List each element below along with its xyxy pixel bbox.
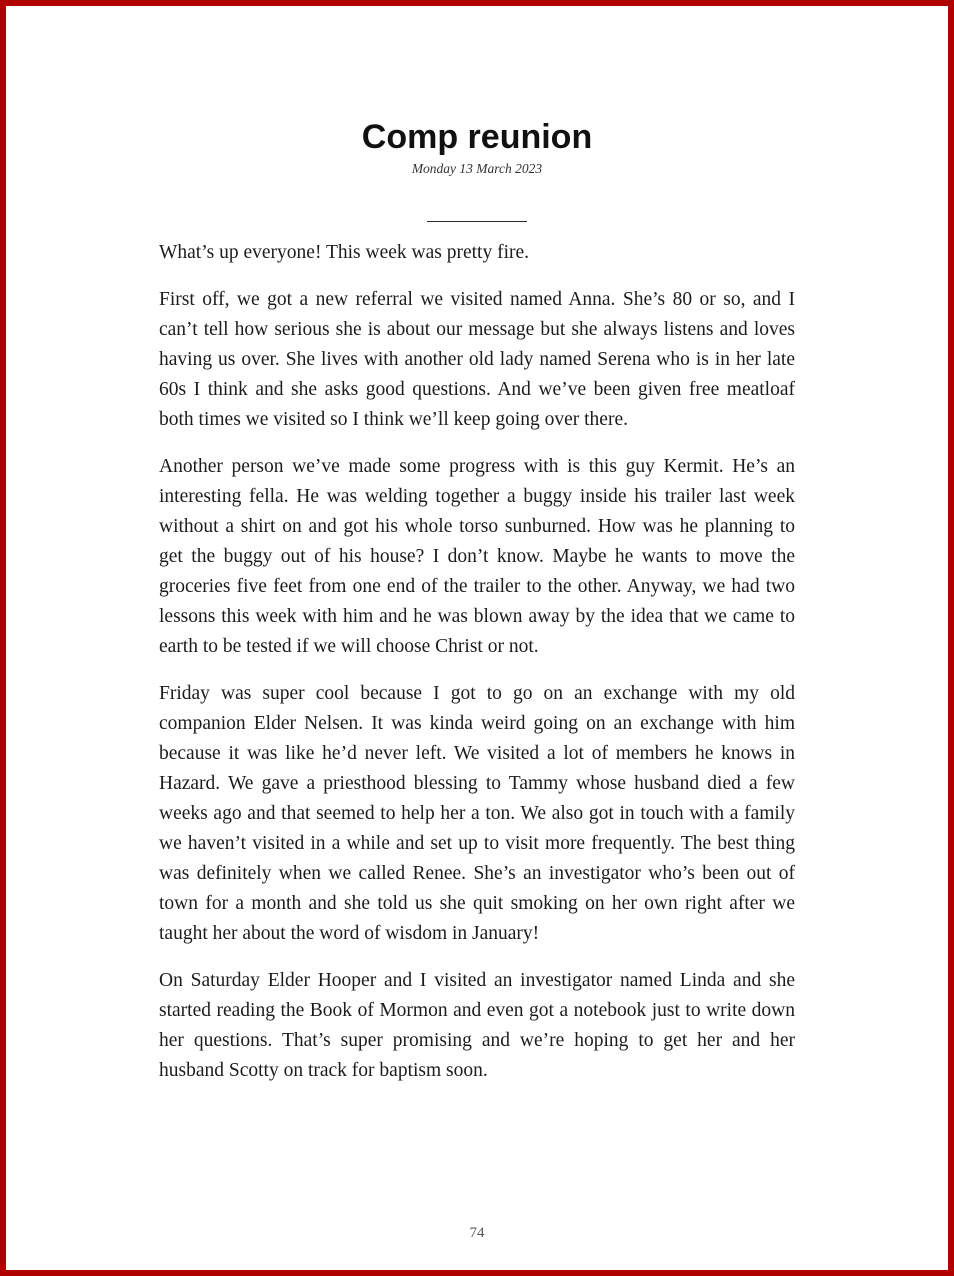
paragraph-exchange: Friday was super cool because I got to go on an exchange with my old companion Elder Nelsen. It was kinda weird going on an exchange with him because it was like he’d never left. We visited a lot of members he knows in Hazard. We gave a priesthood blessing to Tammy whose husband died a few weeks ago and that seemed to help her a ton. We also got in touch with a family we haven’t visited in a while and set up to visit more frequently. The best thing was definitely when we called Renee. She’s an investigator who’s been out of town for a month and she told us she quit smoking on her own right after we taught her about the word of wisdom in January! — [159, 683, 795, 944]
paragraph-kermit: Another person we’ve made some progress with is this guy Kermit. He’s an interesting fella. He was welding together a buggy inside his trailer last week without a shirt on and got his whole torso sunburned. How was he planning to get the buggy out of his house? I don’t know. Maybe he wants to move the groceries five feet from one end of the trailer to the other. Anyway, we had two lessons this week with him and he was blown away by the idea that we came to earth to be tested if we will choose Christ or not. — [159, 456, 795, 657]
post-date: Monday 13 March 2023 — [411, 161, 543, 176]
document-footer — [6, 1225, 948, 1242]
page-number: 74 — [469, 1225, 485, 1241]
document-header — [159, 6, 795, 177]
post-body — [159, 238, 795, 1086]
content-column — [159, 6, 795, 1086]
page-title: Comp reunion — [361, 118, 593, 156]
paragraph-anna: First off, we got a new referral we visited named Anna. She’s 80 or so, and I can’t tell how serious she is about our message but she always listens and loves having us over. She lives with another old lady named Serena who is in her late 60s I think and she asks good questions. And we’ve been given free meatloaf both times we visited so I think we’ll keep going over there. — [159, 289, 795, 430]
paragraph-intro: What’s up everyone! This week was pretty fire. — [159, 242, 530, 263]
paragraph-saturday: On Saturday Elder Hooper and I visited an investigator named Linda and she started reading the Book of Mormon and even got a notebook just to write down her questions. That’s super promising and we’re hoping to get her and her husband Scotty on track for baptism soon. — [159, 970, 795, 1081]
section-divider — [427, 221, 527, 222]
